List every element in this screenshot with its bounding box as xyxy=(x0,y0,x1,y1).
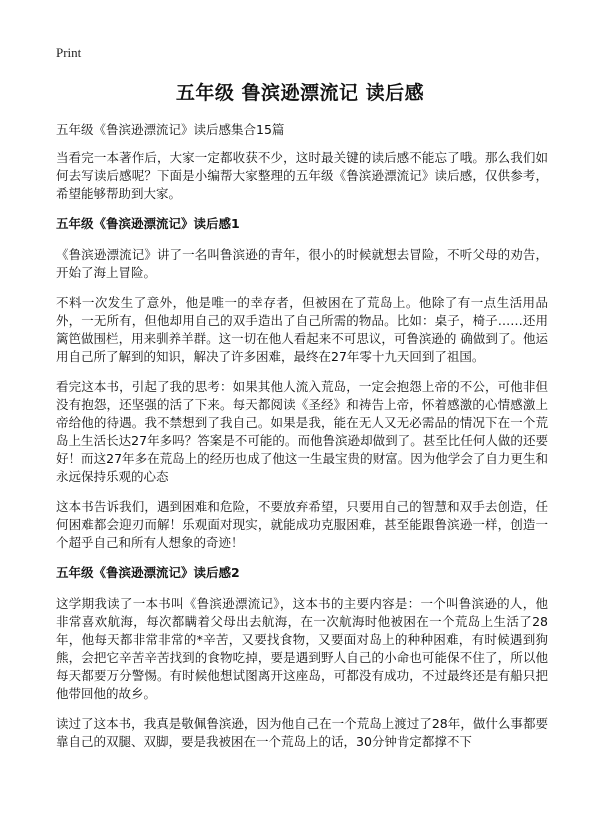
section-1-paragraph: 不料一次发生了意外，他是唯一的幸存者，但被困在了荒岛上。他除了有一点生活用品外，一无所有，但他却用自己的双手造出了自己所需的物品。比如：桌子，椅子……还用篱笆做围栏，用来驯养羊群。这一切在他人看起来不可思议，可鲁滨逊的 确做到了。他运用自己所了解到的知识，解决了许多困难，最终在27年零十九天回到了祖国。 xyxy=(56,295,548,364)
section-heading-2: 五年级《鲁滨逊漂流记》读后感2 xyxy=(56,565,240,580)
article-body xyxy=(56,149,548,763)
intro-paragraph: 当看完一本著作后，大家一定都收获不少，这时最关键的读后感不能忘了哦。那么我们如何去写读后感呢？下面是小编帮大家整理的五年级《鲁滨逊漂流记》读后感，仅供参考，希望能够帮助到大家。 xyxy=(56,150,548,201)
section-2-paragraph: 这学期我读了一本书叫《鲁滨逊漂流记》，这本书的主要内容是：一个叫鲁滨逊的人，他非常喜欢航海，每次都瞒着父母出去航海，在一次航海时他被困在一个荒岛上生活了28年，他每天都非常非常的*辛苦，又要找食物，又要面对岛上的种种困难，有时候遇到狗熊，会把它辛苦辛苦找到的食物吃掉，要是遇到野人自己的小命也可能保不住了，所以他每天都要万分警惕。有时候他想试图离开这座岛，可都没有成功，不过最终还是有船只把他带回他的故乡。 xyxy=(56,596,548,701)
section-1-paragraph: 看完这本书，引起了我的思考：如果其他人流入荒岛，一定会抱怨上帝的不公，可他非但没有抱怨，还坚强的活了下来。每天都阅读《圣经》和祷告上帝，怀着感激的心情感激上帝给他的待遇。我不禁想到了我自己。如果是我，能在无人又无必需品的情况下在一个荒岛上生活长达27年多吗？答案是不可能的。而他鲁滨逊却做到了。甚至比任何人做的还要好！而这27年多在荒岛上的经历也成了他这一生最宝贵的财富。因为他学会了自力更生和永远保持乐观的心态 xyxy=(56,379,548,484)
print-link[interactable]: Print xyxy=(56,45,82,60)
collection-subtitle: 五年级《鲁滨逊漂流记》读后感集合15篇 xyxy=(56,122,285,137)
section-heading-1: 五年级《鲁滨逊漂流记》读后感1 xyxy=(56,216,240,231)
section-1-paragraph: 这本书告诉我们，遇到困难和危险，不要放弃希望，只要用自己的智慧和双手去创造，任何困难都会迎刃而解！乐观面对现实，就能成功克服困难，甚至能跟鲁滨逊一样，创造一个超乎自己和所有人想象的奇迹！ xyxy=(56,499,548,550)
section-2-paragraph: 读过了这本书，我真是敬佩鲁滨逊，因为他自己在一个荒岛上渡过了28年，做什么事都要靠自己的双腿、双脚，要是我被困在一个荒岛上的话，30分钟肯定都撑不下 xyxy=(56,716,548,749)
section-1-paragraph: 《鲁滨逊漂流记》讲了一名叫鲁滨逊的青年，很小的时候就想去冒险，不听父母的劝告，开始了海上冒险。 xyxy=(56,247,548,280)
page-title: 五年级 鲁滨逊漂流记 读后感 xyxy=(175,82,425,104)
